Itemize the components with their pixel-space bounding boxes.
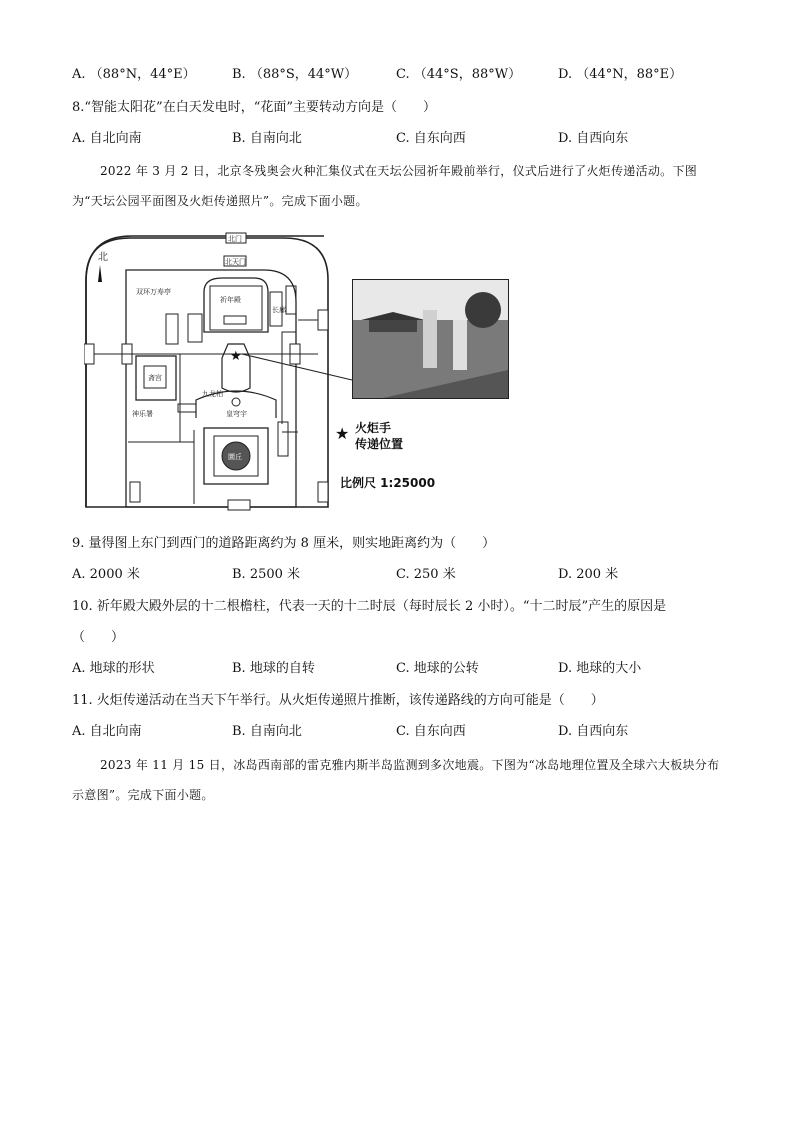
q8-option-d: D. 自西向东 (558, 131, 629, 146)
longevity-label: 双环万寿亭 (136, 288, 171, 296)
torch-relay-photo (352, 279, 509, 399)
q10-option-d: D. 地球的大小 (558, 661, 642, 676)
q10-option-c: C. 地球的公转 (396, 661, 479, 676)
outer-wall-shape (86, 238, 328, 507)
intro-1-text: 2022 年 3 月 2 日，北京冬残奥会火种汇集仪式在天坛公园祈年殿前举行，仪式后进行了火炬传递活动。下图为“天坛公园平面图及火炬传递照片”。完成下面小题。 (72, 164, 698, 208)
north-heaven-gate-label: 北天门 (225, 258, 246, 266)
q9-option-b: B. 2500 米 (232, 567, 301, 582)
q10-stem: 10. 祈年殿大殿外层的十二根檐柱，代表一天的十二时辰（每时辰长 2 小时）。“十二时辰”产生的原因是 (72, 599, 667, 614)
jiulongbai-label: 九龙柏 (202, 390, 223, 398)
legend-line-1: 火炬手 (355, 421, 392, 435)
southeast-gate (318, 482, 328, 502)
photo-runner-2 (453, 320, 467, 370)
q10-option-b: B. 地球的自转 (232, 661, 315, 676)
q7-option-d: D. （44°N，88°E） (558, 67, 683, 82)
q7-option-a: A. （88°N，44°E） (72, 67, 196, 82)
q9-option-d: D. 200 米 (558, 567, 619, 582)
q8-option-c: C. 自东向西 (396, 131, 466, 146)
shenyueshu-label: 神乐署 (132, 410, 153, 418)
north-label: 北 (98, 252, 108, 263)
map-scale: 比例尺 1:25000 (340, 476, 436, 490)
yuegong (188, 314, 202, 342)
photo-runner-1 (423, 310, 437, 368)
changlang-label: 长廊 (272, 306, 286, 314)
shenchu (278, 422, 288, 456)
huangqiongyu-circle (232, 398, 240, 406)
q11-option-b: B. 自南向北 (232, 724, 302, 739)
qiniandian-label: 祈年殿 (220, 296, 241, 304)
q9-option-c: C. 250 米 (396, 567, 456, 582)
q8-stem: 8.“智能太阳花”在白天发电时，“花面”主要转动方向是（ ） (72, 100, 436, 115)
southwest-gate (130, 482, 140, 502)
west-gate (84, 344, 94, 364)
q11-stem: 11. 火炬传递活动在当天下午举行。从火炬传递照片推断，该传递路线的方向可能是（ ） (72, 693, 604, 708)
q7-option-c: C. （44°S，88°W） (396, 67, 522, 82)
legend-text (355, 420, 403, 452)
south-heaven-gate (228, 500, 250, 510)
longevity-building (166, 314, 178, 344)
legend-star-icon: ★ (335, 424, 350, 443)
q8-option-a: A. 自北向南 (72, 131, 142, 146)
q11-option-c: C. 自东向西 (396, 724, 466, 739)
huangqiongyu-label: 皇穹宇 (226, 410, 247, 418)
qiniandian-building (210, 286, 262, 330)
q7-option-b: B. （88°S，44°W） (232, 67, 358, 82)
torch-relay-photo-svg (353, 280, 508, 398)
yuanqiu-label: 圜丘 (228, 453, 242, 461)
q9-stem: 9. 量得图上东门到西门的道路距离约为 8 厘米，则实地距离约为（ ） (72, 536, 496, 551)
intro-paragraph-1 (72, 156, 722, 216)
q10-option-a: A. 地球的形状 (72, 661, 155, 676)
photo-temple-base (369, 320, 417, 332)
q10-stem-2: （ ） (72, 630, 125, 645)
north-arrow-icon (98, 265, 102, 282)
photo-tree (465, 292, 501, 328)
north-gate-label: 北门 (228, 235, 242, 243)
q9-option-a: A. 2000 米 (72, 567, 140, 582)
intro-paragraph-2 (72, 750, 722, 810)
fasting-palace-label: 斋宫 (148, 374, 162, 382)
q11-option-d: D. 自西向东 (558, 724, 629, 739)
q11-option-a: A. 自北向南 (72, 724, 142, 739)
intro-2-text: 2023 年 11 月 15 日，冰岛西南部的雷克雅内斯半岛监测到多次地震。下图为“冰岛地理位置及全球六大板块分布示意图”。完成下面小题。 (72, 758, 720, 802)
east-gate (318, 310, 328, 330)
outer-wall (86, 236, 324, 507)
xuanqi (178, 404, 196, 412)
legend-line-2: 传递位置 (355, 437, 404, 451)
torch-star-icon: ★ (230, 349, 242, 364)
q8-option-b: B. 自南向北 (232, 131, 302, 146)
